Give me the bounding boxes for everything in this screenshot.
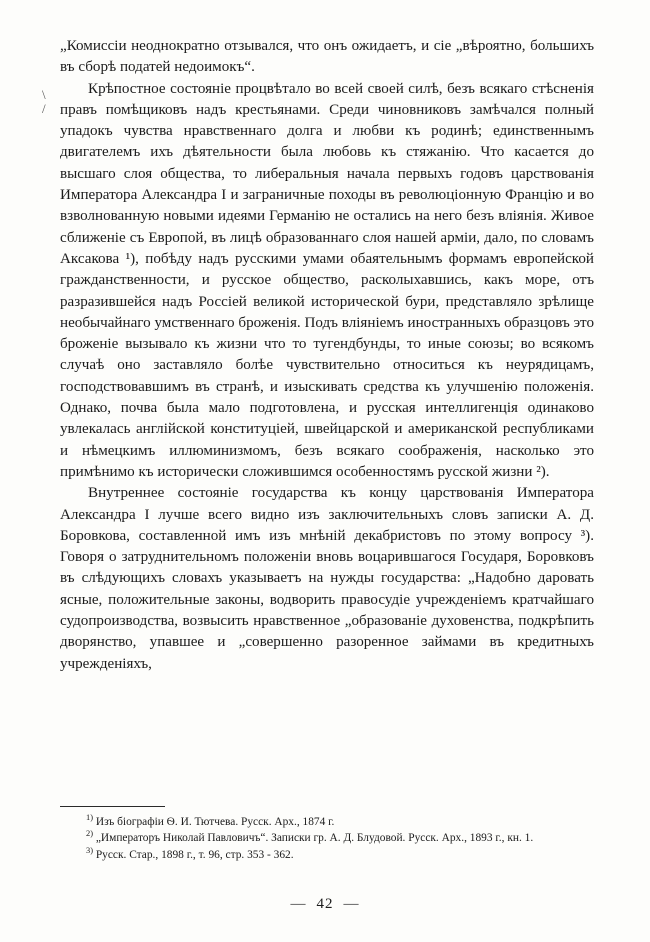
- footnote-3-marker: 3): [86, 846, 93, 856]
- footnote-separator: [60, 806, 165, 807]
- footnote-1-text: Изъ біографіи Ѳ. И. Тютчева. Русск. Арх., 1874 г.: [95, 816, 335, 828]
- footnote-1: [60, 814, 594, 830]
- footer-dash-right: —: [343, 896, 360, 912]
- footer-dash-left: —: [290, 896, 307, 912]
- page-number: 42: [316, 896, 334, 912]
- margin-pen-marks: [42, 88, 46, 116]
- footnote-3-text: Русск. Стар., 1898 г., т. 96, стр. 353 - 362.: [95, 848, 294, 861]
- page-body: [60, 36, 594, 675]
- margin-mark-line-1: \: [42, 87, 46, 102]
- footnotes-block: [60, 814, 594, 863]
- page-footer: [0, 896, 650, 913]
- footnote-1-marker: 1): [86, 813, 93, 823]
- paragraph-internal-state: Внутреннее состояніе государства къ концу царствованія Императора Александра I лучше всего видно изъ заключительныхъ словъ записки А. Д. Боровкова, составленной имъ изъ мнѣній декабристовъ по этому вопросу ³). Говоря о затруднительномъ положеніи вновь воцарившагося Государя, Боровковъ въ слѣдующихъ словахъ указываетъ на нужды государства: „Надобно даровать ясные, положительные законы, водворить правосудіе учрежденіемъ кратчайшаго судопроизводства, возвысить нравственное „образованіе духовенства, подкрѣпить дворянство, упавшее и „совершенно разоренное займами въ кредитныхъ учрежденіяхъ,: [60, 485, 594, 672]
- footnote-3: [60, 847, 594, 863]
- margin-mark-line-2: /: [42, 101, 46, 116]
- paragraph-serfdom: Крѣпостное состояніе процвѣтало во всей своей силѣ, безъ всякаго стѣсненія правъ помѣщиковъ надъ крестьянами. Среди чиновниковъ замѣчался полный упадокъ чувства нравственнаго долга и любви къ родинѣ; единственнымъ двигателемъ ихъ дѣятельности была любовь къ стяжанію. Что касается до высшаго слоя общества, то либеральныя начала первыхъ годовъ царствованія Императора Александра I и заграничные походы въ революціонную Францію и во взволнованную новыми идеями Германію не остались на него безъ вліянія. Живое сближеніе съ Европой, въ лицѣ образованнаго слоя нашей арміи, дало, по словамъ Аксакова ¹), побѣду надъ русскими умами обаятельнымъ формамъ европейской гражданственности, и русское общество, расколыхавшись, какъ море, отъ разразившейся надъ Россіей великой исторической бури, представляло зрѣлище необычайнаго умственнаго броженія. Подъ вліяніемъ иностранныхъ образцовъ это броженіе вызывало къ жизни что то тугендбунды, то иные союзы; во всякомъ случаѣ оно заставляло болѣе чувствительно относиться къ неурядицамъ, господствовавшимъ въ странѣ, и изыскивать средства къ улучшенію положенія. Однако, почва была мало подготовлена, и русская интеллигенція одинаково увлекалась англійской конституціей, швейцарской и американской республиками и нѣмецкимъ иллюминизмомъ, безъ всякаго соображенія, насколько это примѣнимо къ исторически сложившимся особенностямъ русской жизни ²).: [60, 80, 594, 480]
- footnote-2: [60, 830, 594, 846]
- footnote-2-text: „Императоръ Николай Павловичъ“. Записки гр. А. Д. Блудовой. Русск. Арх., 1893 г., кн. 1.: [95, 832, 534, 845]
- paragraph-continuation: „Комиссіи неоднократно отзывался, что онъ ожидаетъ, и сіе „вѣроятно, большихъ въ сборѣ податей недоимокъ“.: [60, 38, 594, 76]
- footnote-2-marker: 2): [86, 829, 93, 839]
